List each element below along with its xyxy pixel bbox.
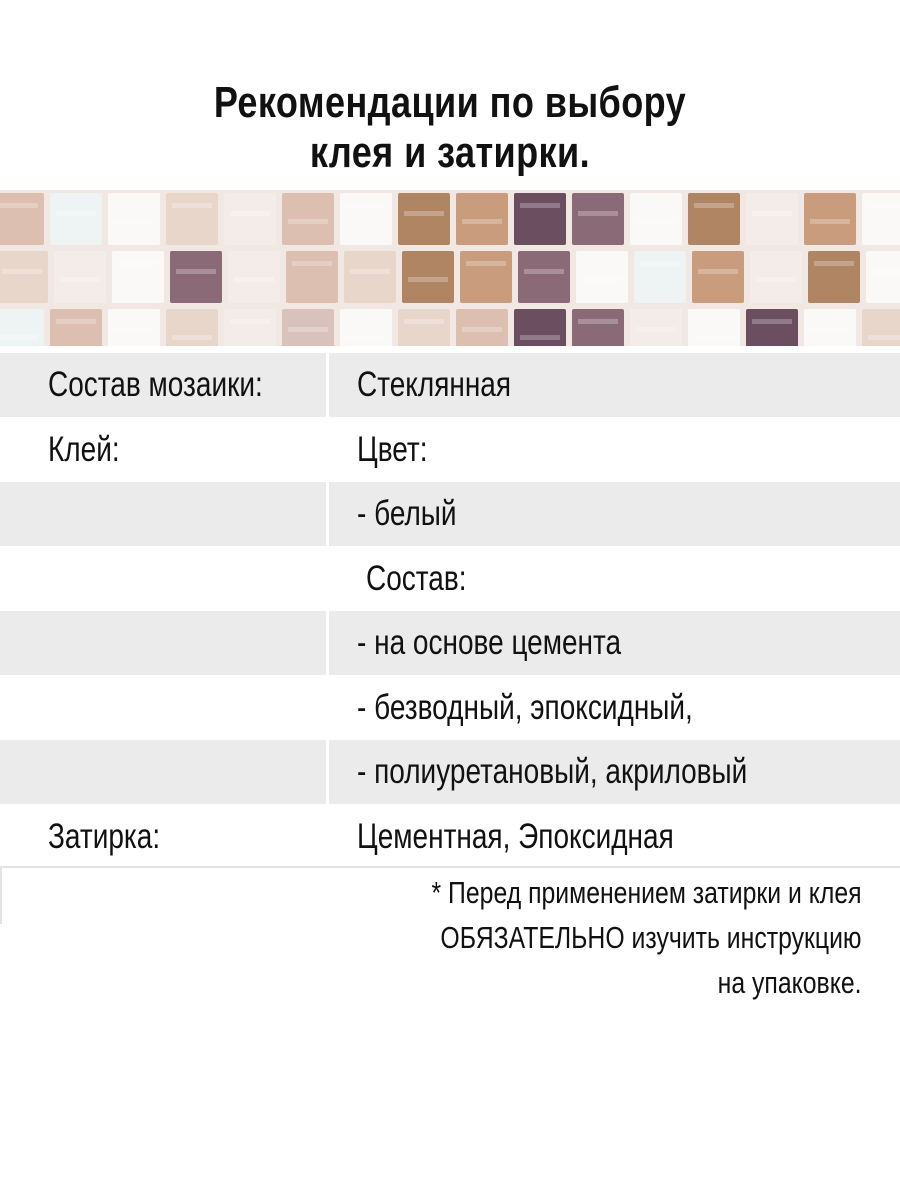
usage-note-line-1: * Перед применением затирки и клея — [431, 875, 862, 910]
mosaic-tile-sheen — [408, 277, 448, 282]
mosaic-tile-sheen — [56, 211, 96, 216]
mosaic-tile-sheen — [814, 261, 854, 266]
mosaic-tile-sheen — [350, 269, 390, 274]
mosaic-tile-sheen — [404, 319, 444, 324]
usage-note-line-3: на упаковке. — [718, 965, 862, 1000]
footer-divider — [0, 866, 900, 868]
mosaic-tile — [866, 251, 900, 303]
row-value: - белый — [357, 494, 457, 533]
column-divider — [326, 805, 329, 869]
row-value: Цвет: — [357, 429, 428, 469]
mosaic-tile-sheen — [0, 203, 38, 208]
mosaic-tile — [398, 309, 450, 346]
mosaic-tile-sheen — [230, 319, 270, 324]
recommendation-table — [0, 353, 900, 869]
mosaic-tile — [862, 193, 900, 245]
table-row — [0, 805, 900, 870]
mosaic-tile-sheen — [810, 327, 850, 332]
row-label: Клей: — [48, 429, 120, 469]
mosaic-tile — [112, 251, 164, 303]
mosaic-tile — [746, 309, 798, 346]
mosaic-tile-sheen — [694, 203, 734, 208]
mosaic-tile-sheen — [114, 327, 154, 332]
mosaic-tile-sheen — [2, 269, 42, 274]
mosaic-tile-sheen — [520, 335, 560, 340]
row-value: Цементная, Эпоксидная — [357, 816, 674, 856]
mosaic-tile-sheen — [582, 277, 622, 282]
mosaic-tile-sheen — [346, 203, 386, 208]
mosaic-tile-sheen — [346, 335, 386, 340]
mosaic-tile-sheen — [694, 335, 734, 340]
page-title-line-2: клея и затирки. — [309, 128, 591, 177]
mosaic-tile — [398, 193, 450, 245]
mosaic-tile-sheen — [868, 203, 900, 208]
row-value: - на основе цемента — [357, 623, 622, 662]
table-row — [0, 353, 900, 418]
mosaic-tile — [224, 309, 276, 346]
mosaic-tile — [460, 251, 512, 303]
table-row — [0, 611, 900, 676]
mosaic-tile — [0, 193, 44, 245]
mosaic-tile — [0, 251, 48, 303]
table-row — [0, 482, 900, 547]
mosaic-tile-sheen — [60, 277, 100, 282]
table-row — [0, 547, 900, 612]
mosaic-tile-sheen — [172, 203, 212, 208]
column-divider — [326, 418, 329, 482]
mosaic-tile-sheen — [118, 261, 158, 266]
mosaic-tile — [572, 309, 624, 346]
mosaic-tile-sheen — [752, 319, 792, 324]
column-divider — [326, 353, 329, 417]
mosaic-tile-sheen — [462, 327, 502, 332]
mosaic-tile-sheen — [752, 211, 792, 216]
table-row — [0, 676, 900, 741]
mosaic-tile — [688, 309, 740, 346]
mosaic-tile — [340, 309, 392, 346]
table-row — [0, 740, 900, 805]
mosaic-tile-sheen — [868, 335, 900, 340]
mosaic-tile — [862, 309, 900, 346]
mosaic-tile-sheen — [810, 219, 850, 224]
usage-note — [432, 870, 862, 1005]
row-value: - безводный, эпоксидный, — [357, 687, 693, 727]
mosaic-tile-sheen — [636, 219, 676, 224]
table-row — [0, 418, 900, 483]
mosaic-tile-sheen — [872, 269, 900, 274]
mosaic-tile — [50, 309, 102, 346]
mosaic-tile — [170, 251, 222, 303]
mosaic-tile — [50, 193, 102, 245]
column-divider — [326, 740, 329, 804]
mosaic-tile — [286, 251, 338, 303]
mosaic-tile-sheen — [0, 335, 38, 340]
mosaic-tile-sheen — [176, 269, 216, 274]
mosaic-tile — [514, 193, 566, 245]
mosaic-tile — [634, 251, 686, 303]
mosaic-tile — [166, 309, 218, 346]
mosaic-tile-sheen — [56, 319, 96, 324]
mosaic-tile — [166, 193, 218, 245]
mosaic-tile — [572, 193, 624, 245]
mosaic-tile-sheen — [404, 211, 444, 216]
page-title-line-1: Рекомендации по выбору — [213, 78, 687, 127]
mosaic-tile-sheen — [462, 219, 502, 224]
row-value: - полиуретановый, акриловый — [357, 752, 748, 791]
column-divider — [326, 676, 329, 740]
mosaic-tile-sheen — [292, 261, 332, 266]
mosaic-tile-sheen — [524, 269, 564, 274]
mosaic-tile-sheen — [114, 219, 154, 224]
row-value: Стеклянная — [357, 365, 512, 404]
mosaic-tile-sheen — [578, 211, 618, 216]
usage-note-line-2: ОБЯЗАТЕЛЬНО изучить инструкцию — [440, 920, 862, 955]
mosaic-tile-sheen — [698, 269, 738, 274]
mosaic-tile-sheen — [172, 335, 212, 340]
mosaic-tile-sheen — [288, 327, 328, 332]
mosaic-tile — [344, 251, 396, 303]
mosaic-tile-sheen — [466, 261, 506, 266]
row-value: Состав: — [366, 558, 467, 598]
row-label: Затирка: — [48, 816, 161, 856]
mosaic-tile — [514, 309, 566, 346]
column-divider — [326, 611, 329, 675]
row-label: Состав мозаики: — [48, 365, 263, 404]
page-title — [81, 78, 819, 178]
mosaic-tile-sheen — [288, 219, 328, 224]
mosaic-tile-sheen — [636, 327, 676, 332]
mosaic-tile-sheen — [234, 277, 274, 282]
mosaic-tile-banner — [0, 190, 900, 346]
footer-divider-tick — [0, 866, 2, 924]
mosaic-tile — [518, 251, 570, 303]
mosaic-tile — [224, 193, 276, 245]
mosaic-tile-sheen — [520, 203, 560, 208]
mosaic-tile — [692, 251, 744, 303]
mosaic-tile — [340, 193, 392, 245]
mosaic-tile — [746, 193, 798, 245]
mosaic-tile — [688, 193, 740, 245]
mosaic-tile-image — [0, 190, 900, 346]
column-divider — [326, 547, 329, 611]
mosaic-tile-sheen — [230, 211, 270, 216]
mosaic-tile-sheen — [640, 261, 680, 266]
column-divider — [326, 482, 329, 546]
mosaic-tile — [0, 309, 44, 346]
mosaic-tile-sheen — [756, 277, 796, 282]
mosaic-tile-sheen — [578, 319, 618, 324]
mosaic-tile — [808, 251, 860, 303]
